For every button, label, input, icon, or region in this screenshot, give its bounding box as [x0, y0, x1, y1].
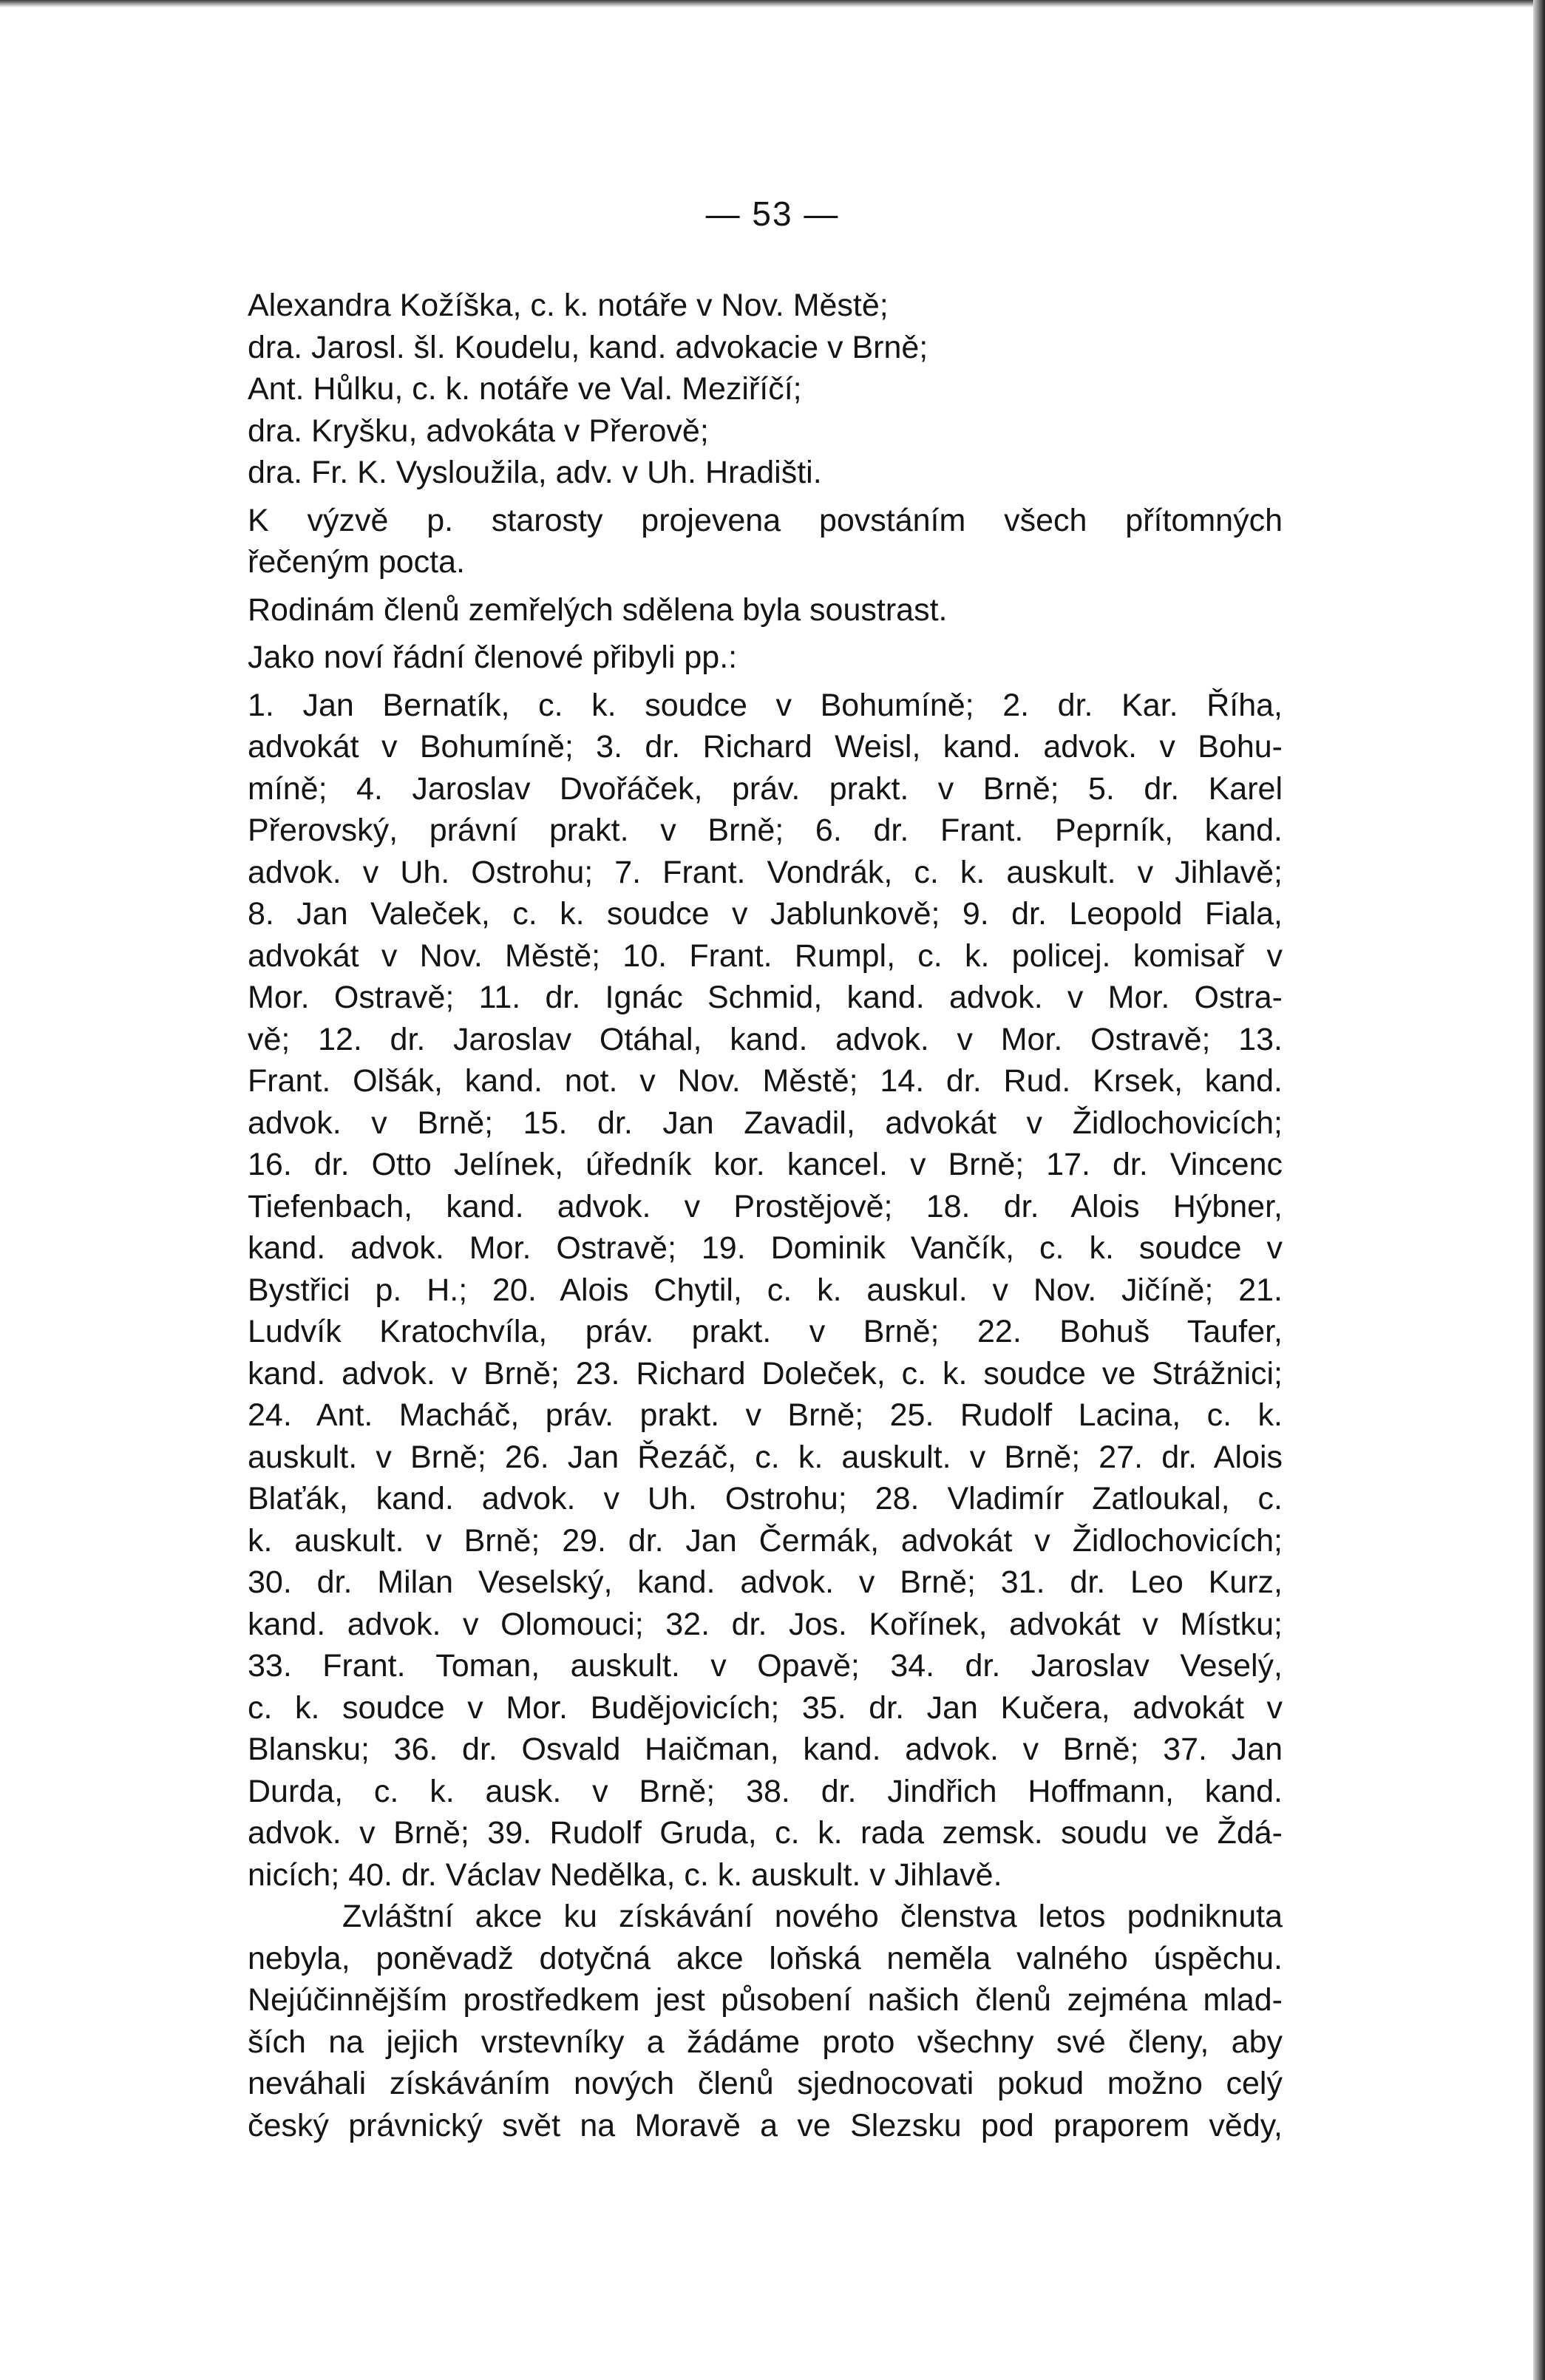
text-line: Zvláštní akce ku získávání nového členstva letos podniknuta	[342, 1899, 1283, 1934]
member-line: Blansku; 36. dr. Osvald Haičman, kand. advok. v Brně; 37. Jan	[248, 1732, 1283, 1767]
text-line: český právnický svět na Moravě a ve Slezsku pod praporem vědy,	[248, 2107, 1283, 2143]
member-line: advokát v Nov. Městě; 10. Frant. Rumpl, c. k. policej. komisař v	[248, 938, 1283, 974]
text-line: řečeným pocta.	[248, 544, 465, 580]
paragraph-honor	[248, 500, 1283, 583]
member-line: kand. advok. v Olomouci; 32. dr. Jos. Kořínek, advokát v Místku;	[248, 1606, 1283, 1642]
member-line: Mor. Ostravě; 11. dr. Ignác Schmid, kand. advok. v Mor. Ostra-	[248, 980, 1283, 1015]
member-line: 1. Jan Bernatík, c. k. soudce v Bohumíně; 2. dr. Kar. Říha,	[248, 687, 1283, 723]
list-line: dra. Fr. K. Vysloužila, adv. v Uh. Hradišti.	[248, 455, 822, 490]
list-line: Alexandra Kožíška, c. k. notáře v Nov. Městě;	[248, 288, 889, 323]
member-line: Blaťák, kand. advok. v Uh. Ostrohu; 28. Vladimír Zatloukal, c.	[248, 1481, 1283, 1516]
member-line: Přerovský, právní prakt. v Brně; 6. dr. Frant. Peprník, kand.	[248, 813, 1283, 848]
member-line: 8. Jan Valeček, c. k. soudce v Jablunkově; 9. dr. Leopold Fiala,	[248, 896, 1283, 932]
paragraph-new-members-heading: Jako noví řádní členové přibyli pp.:	[248, 640, 738, 675]
text-line: ších na jejich vrstevníky a žádáme proto všechny své členy, aby	[248, 2024, 1283, 2060]
member-line: Bystřici p. H.; 20. Alois Chytil, c. k. auskul. v Nov. Jičíně; 21.	[248, 1272, 1283, 1308]
text-line: neváhali získáváním nových členů sjednocovati pokud možno celý	[248, 2066, 1283, 2101]
member-line: 30. dr. Milan Veselský, kand. advok. v Brně; 31. dr. Leo Kurz,	[248, 1564, 1283, 1600]
appointed-list	[248, 285, 1283, 494]
member-line: 16. dr. Otto Jelínek, úředník kor. kancel. v Brně; 17. dr. Vincenc	[248, 1147, 1283, 1182]
member-line: Durda, c. k. ausk. v Brně; 38. dr. Jindřich Hoffmann, kand.	[248, 1773, 1283, 1809]
member-line: advok. v Brně; 39. Rudolf Gruda, c. k. rada zemsk. soudu ve Ždá-	[248, 1815, 1283, 1851]
member-line: kand. advok. v Brně; 23. Richard Doleček, c. k. soudce ve Strážnici;	[248, 1355, 1283, 1391]
new-members-list	[248, 685, 1283, 1896]
member-line: advokát v Bohumíně; 3. dr. Richard Weisl, kand. advok. v Bohu-	[248, 729, 1283, 764]
member-line: Ludvík Kratochvíla, práv. prakt. v Brně; 22. Bohuš Taufer,	[248, 1314, 1283, 1349]
member-line: advok. v Uh. Ostrohu; 7. Frant. Vondrák, c. k. auskult. v Jihlavě;	[248, 854, 1283, 890]
text-line: Nejúčinnějším prostředkem jest působení našich členů zejména mlad-	[248, 1982, 1283, 2018]
member-line: kand. advok. Mor. Ostravě; 19. Dominik Vančík, c. k. soudce v	[248, 1230, 1283, 1266]
list-line: dra. Kryšku, advokáta v Přerově;	[248, 413, 709, 449]
list-line: Ant. Hůlku, c. k. notáře ve Val. Meziříčí;	[248, 371, 802, 407]
member-line: Frant. Olšák, kand. not. v Nov. Městě; 14. dr. Rud. Krsek, kand.	[248, 1063, 1283, 1099]
member-line: 33. Frant. Toman, auskult. v Opavě; 34. dr. Jaroslav Veselý,	[248, 1648, 1283, 1684]
text-line: K výzvě p. starosty projevena povstáním všech přítomných	[248, 502, 1283, 538]
page-number: — 53 —	[705, 194, 840, 233]
member-line: vě; 12. dr. Jaroslav Otáhal, kand. advok. v Mor. Ostravě; 13.	[248, 1021, 1283, 1057]
list-line: dra. Jarosl. šl. Koudelu, kand. advokacie v Brně;	[248, 329, 928, 365]
member-line: auskult. v Brně; 26. Jan Řezáč, c. k. auskult. v Brně; 27. dr. Alois	[248, 1439, 1283, 1475]
paragraph-condolence: Rodinám členů zemřelých sdělena byla soustrast.	[248, 591, 948, 628]
member-line: k. auskult. v Brně; 29. dr. Jan Čermák, advokát v Židlochovicích;	[248, 1522, 1283, 1559]
member-line: Tiefenbach, kand. advok. v Prostějově; 18. dr. Alois Hýbner,	[248, 1188, 1283, 1224]
page-content	[248, 285, 1283, 2146]
member-line: míně; 4. Jaroslav Dvořáček, práv. prakt. v Brně; 5. dr. Karel	[248, 770, 1283, 807]
paragraph-recruitment	[248, 1896, 1283, 2146]
member-line: advok. v Brně; 15. dr. Jan Zavadil, advokát v Židlochovicích;	[248, 1105, 1283, 1141]
member-line: nicích; 40. dr. Václav Nedělka, c. k. auskult. v Jihlavě.	[248, 1857, 1002, 1893]
member-line: c. k. soudce v Mor. Budějovicích; 35. dr. Jan Kučera, advokát v	[248, 1689, 1283, 1726]
member-line: 24. Ant. Macháč, práv. prakt. v Brně; 25. Rudolf Lacina, c. k.	[248, 1397, 1283, 1433]
text-line: nebyla, poněvadž dotyčná akce loňská neměla valného úspěchu.	[248, 1940, 1283, 1976]
